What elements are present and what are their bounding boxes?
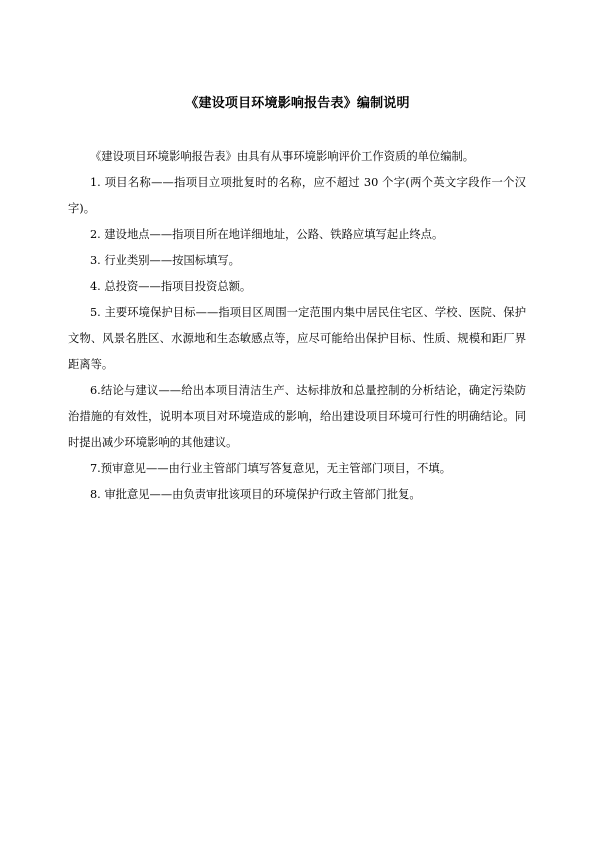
item-construction-site: 2. 建设地点——指项目所在地详细地址，公路、铁路应填写起止终点。	[90, 228, 444, 241]
document-title: 《建设项目环境影响报告表》编制说明	[185, 96, 410, 111]
item-project-name: 1. 项目名称——指项目立项批复时的名称，应不超过 30 个字(两个英文字段作一个汉字)。	[68, 176, 526, 215]
item-conclusions: 6.结论与建议——给出本项目清洁生产、达标排放和总量控制的分析结论，确定污染防治措施的有效性，说明本项目对环境造成的影响，给出建设项目环境可行性的明确结论。同时提出减少环境影响的其他建议。	[68, 384, 526, 449]
item-total-investment: 4. 总投资——指项目投资总额。	[90, 280, 252, 293]
item-pre-review: 7.预审意见——由行业主管部门填写答复意见，无主管部门项目，不填。	[90, 462, 451, 475]
item-approval: 8. 审批意见——由负责审批该项目的环境保护行政主管部门批复。	[90, 488, 421, 501]
intro-paragraph: 《建设项目环境影响报告表》由具有从事环境影响评价工作资质的单位编制。	[90, 150, 475, 163]
item-industry-category: 3. 行业类别——按国标填写。	[90, 254, 240, 267]
item-protection-targets: 5. 主要环境保护目标——指项目区周围一定范围内集中居民住宅区、学校、医院、保护文物、风景名胜区、水源地和生态敏感点等，应尽可能给出保护目标、性质、规模和距厂界距离等。	[68, 306, 526, 371]
document-body	[68, 144, 526, 508]
